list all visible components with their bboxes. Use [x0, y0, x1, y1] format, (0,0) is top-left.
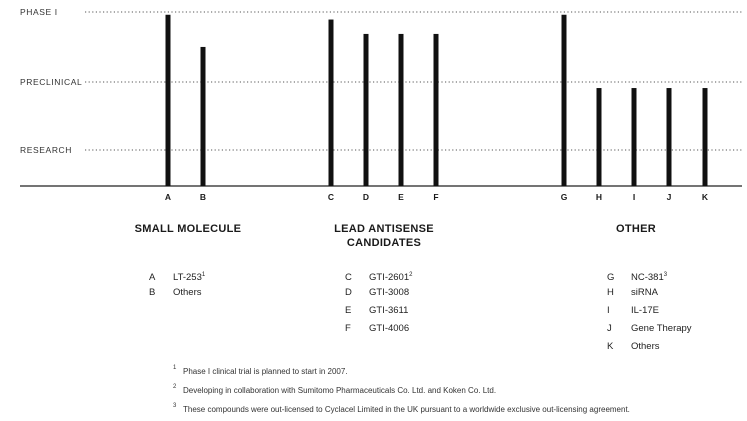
pipeline-bar-chart	[0, 0, 747, 205]
bar-i	[632, 88, 637, 186]
footnote-marker: 3	[663, 272, 668, 278]
compound-name: GTI-4006	[369, 323, 410, 334]
legend-item	[345, 266, 412, 284]
bar-k	[703, 88, 708, 186]
category-label-k: K	[701, 192, 709, 202]
stage-label-research: RESEARCH	[20, 145, 73, 155]
legend-name	[631, 323, 692, 334]
compound-name: Others	[631, 341, 660, 352]
footnote	[173, 381, 743, 400]
legend-letter: F	[345, 323, 351, 334]
bar-b	[201, 47, 206, 186]
category-label-i: I	[632, 192, 636, 202]
legend-name	[631, 287, 658, 298]
footnote-marker: 2	[409, 272, 413, 278]
bar-j	[667, 88, 672, 186]
legend-letter: H	[607, 287, 614, 298]
bar-f	[434, 34, 439, 186]
legend-letter: C	[345, 272, 352, 284]
legend-item	[345, 284, 412, 302]
category-label-e: E	[398, 192, 404, 202]
footnote	[173, 400, 743, 419]
group-legend-list	[607, 266, 692, 356]
legend-name	[369, 272, 412, 283]
legend-item	[149, 266, 205, 284]
group-legend-list	[149, 266, 205, 302]
legend-letter: D	[345, 287, 352, 298]
legend-item	[607, 320, 692, 338]
compound-name: Others	[173, 287, 202, 298]
stage-label-phase-i: PHASE I	[20, 7, 58, 17]
bar-c	[329, 20, 334, 186]
compound-name: Gene Therapy	[631, 323, 692, 334]
bar-a	[166, 15, 171, 186]
category-label-g: G	[560, 192, 568, 202]
legend-item	[607, 338, 692, 356]
bar-h	[597, 88, 602, 186]
group-title: SMALL MOLECULE	[134, 223, 242, 235]
group-other	[536, 222, 736, 352]
compound-name: GTI-2601	[369, 272, 410, 284]
category-label-d: D	[362, 192, 370, 202]
legend-item	[345, 320, 412, 338]
bar-e	[399, 34, 404, 186]
legend-name	[173, 272, 205, 283]
legend-item	[607, 284, 692, 302]
legend-name	[631, 272, 667, 283]
legend-name	[369, 323, 409, 334]
legend-name	[631, 341, 660, 352]
category-label-b: B	[199, 192, 207, 202]
footnote-mark: 2	[173, 384, 177, 390]
category-label-a: A	[164, 192, 172, 202]
compound-name: IL-17E	[631, 305, 659, 316]
legend-item	[607, 266, 692, 284]
footnote-text: Developing in collaboration with Sumitomo Pharmaceuticals Co. Ltd. and Koken Co. Ltd.	[183, 386, 497, 395]
bar-d	[364, 34, 369, 186]
legend-letter: G	[607, 272, 615, 284]
category-label-c: C	[327, 192, 335, 202]
compound-name: GTI-3611	[369, 305, 409, 316]
footnote	[173, 362, 743, 381]
footnote-mark: 3	[173, 403, 177, 409]
group-title: OTHER	[616, 223, 656, 235]
legend-item	[149, 284, 205, 302]
legend-letter: K	[607, 341, 614, 352]
legend-name	[369, 305, 408, 316]
footnote-mark: 1	[173, 365, 177, 371]
compound-name: siRNA	[631, 287, 658, 298]
category-label-f: F	[433, 192, 439, 202]
group-legend-list	[345, 266, 412, 338]
group-lead-antisense	[284, 222, 484, 334]
legend-letter: J	[607, 323, 612, 334]
legend-letter: I	[607, 305, 610, 316]
legend-letter: B	[149, 287, 156, 298]
legend-letter: E	[345, 305, 352, 316]
footnotes	[173, 362, 743, 419]
footnote-text: Phase I clinical trial is planned to start in 2007.	[183, 367, 348, 376]
legend-name	[631, 305, 659, 316]
stage-label-preclinical: PRECLINICAL	[20, 77, 83, 87]
compound-name: GTI-3008	[369, 287, 410, 298]
group-title: LEAD ANTISENSE CANDIDATES	[334, 223, 434, 249]
category-label-j: J	[666, 192, 672, 202]
bar-g	[562, 15, 567, 186]
category-label-h: H	[595, 192, 603, 202]
footnote-marker: 1	[201, 272, 206, 278]
legend-name	[369, 287, 409, 298]
footnote-text: These compounds were out-licensed to Cyclacel Limited in the UK pursuant to a worldwide exclusive out-licensing agreement.	[183, 405, 630, 414]
legend-name	[173, 287, 202, 298]
legend-item	[345, 302, 412, 320]
legend-item	[607, 302, 692, 320]
compound-name: NC-381	[631, 272, 664, 284]
compound-name: LT-253	[173, 272, 202, 284]
group-small-molecule	[88, 222, 288, 298]
legend-letter: A	[149, 272, 156, 284]
